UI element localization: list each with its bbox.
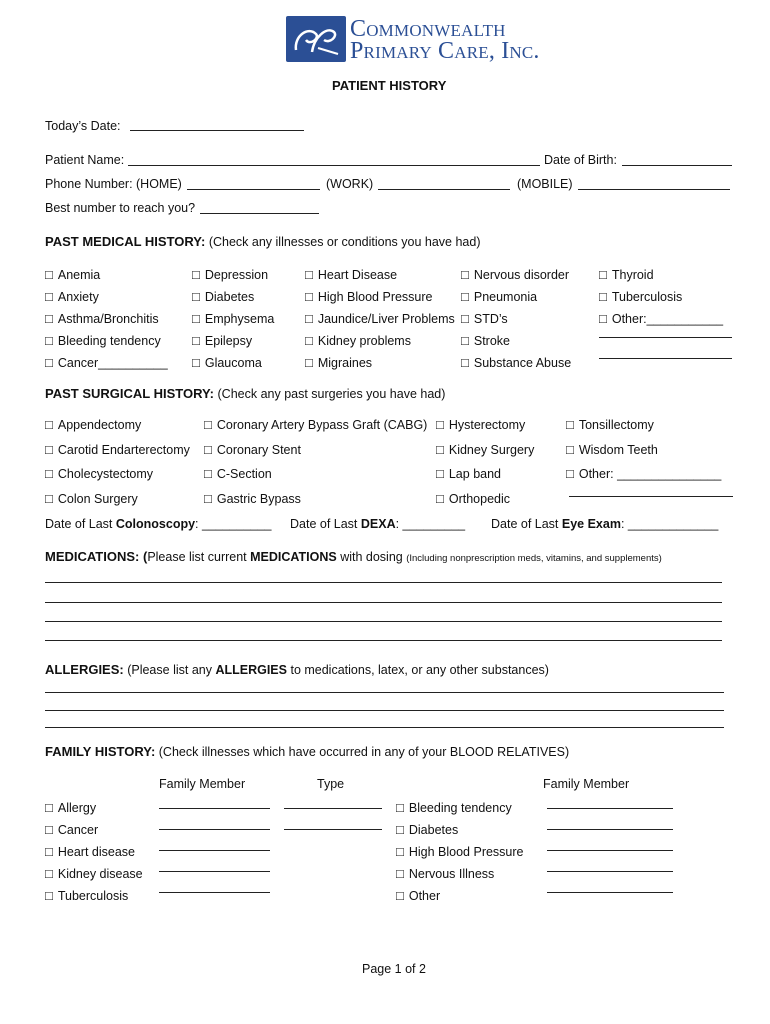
family-left-column [45, 797, 143, 907]
family-checkbox[interactable]: □ Other [396, 885, 524, 907]
medications-line[interactable] [45, 602, 722, 603]
medical-checkbox[interactable]: □ Other:___________ [599, 308, 723, 330]
other-surgery-line[interactable] [569, 496, 733, 497]
family-member-header: Family Member [159, 777, 246, 791]
surgical-checkbox[interactable]: □ Other: _______________ [566, 462, 721, 487]
medical-checkbox[interactable]: □ Cancer__________ [45, 352, 168, 374]
eye-exam-label: Eye Exam [561, 517, 621, 531]
medical-column-4 [461, 264, 571, 374]
family-checkbox[interactable]: □ High Blood Pressure [396, 841, 524, 863]
family-checkbox[interactable]: □ Allergy [45, 797, 143, 819]
medical-checkbox[interactable]: □ Tuberculosis [599, 286, 723, 308]
medications-line[interactable] [45, 640, 722, 641]
medical-checkbox[interactable]: □ Emphysema [192, 308, 274, 330]
patient-name-label: Patient Name: [45, 153, 125, 167]
last-colonoscopy [45, 517, 272, 531]
medications-heading [45, 549, 662, 564]
work-phone-field[interactable] [378, 189, 510, 190]
family-checkbox[interactable]: □ Cancer [45, 819, 143, 841]
dexa-prefix: Date of Last [290, 517, 361, 531]
medical-column-1 [45, 264, 168, 374]
surgical-column-2 [204, 413, 427, 511]
family-member-field-right[interactable] [547, 829, 673, 830]
type-field[interactable] [284, 829, 382, 830]
medical-checkbox[interactable]: □ Asthma/Bronchitis [45, 308, 168, 330]
medical-checkbox[interactable]: □ Kidney problems [305, 330, 455, 352]
surgical-checkbox[interactable]: □ Coronary Artery Bypass Graft (CABG) [204, 413, 427, 438]
past-medical-heading [45, 234, 481, 249]
medical-checkbox[interactable]: □ High Blood Pressure [305, 286, 455, 308]
medical-checkbox[interactable]: □ Glaucoma [192, 352, 274, 374]
family-history-heading [45, 744, 569, 759]
surgical-checkbox[interactable]: □ Carotid Endarterectomy [45, 438, 190, 463]
medical-checkbox[interactable]: □ Substance Abuse [461, 352, 571, 374]
company-name-line2: Primary Care, Inc. [350, 38, 540, 64]
family-member-field-right[interactable] [547, 808, 673, 809]
todays-date-field[interactable] [130, 130, 304, 131]
family-member-field[interactable] [159, 850, 270, 851]
surgical-checkbox[interactable]: □ Tonsillectomy [566, 413, 721, 438]
medical-column-2 [192, 264, 274, 374]
allergies-line[interactable] [45, 710, 724, 711]
page-title: PATIENT HISTORY [332, 78, 447, 93]
medical-checkbox[interactable]: □ Pneumonia [461, 286, 571, 308]
page-number: Page 1 of 2 [362, 962, 426, 976]
family-member-field-right[interactable] [547, 871, 673, 872]
medical-checkbox[interactable]: □ Anxiety [45, 286, 168, 308]
family-checkbox[interactable]: □ Heart disease [45, 841, 143, 863]
family-checkbox[interactable]: □ Nervous Illness [396, 863, 524, 885]
medical-checkbox[interactable]: □ Epilepsy [192, 330, 274, 352]
mobile-phone-label: (MOBILE) [517, 177, 573, 191]
medications-line[interactable] [45, 582, 722, 583]
colonoscopy-label: Colonoscopy [115, 517, 196, 531]
past-surgical-title: PAST SURGICAL HISTORY: [45, 386, 215, 401]
allergies-line[interactable] [45, 727, 724, 728]
surgical-column-1 [45, 413, 190, 511]
patient-name-field[interactable] [128, 165, 540, 166]
eye-exam-field[interactable]: : _____________ [620, 517, 719, 531]
medical-checkbox[interactable]: □ Anemia [45, 264, 168, 286]
medications-note-bold: MEDICATIONS [250, 550, 337, 564]
medical-checkbox[interactable]: □ Heart Disease [305, 264, 455, 286]
family-member-field-right[interactable] [547, 850, 673, 851]
family-member-field[interactable] [159, 871, 270, 872]
family-checkbox[interactable]: □ Bleeding tendency [396, 797, 524, 819]
other-medical-line[interactable] [599, 358, 732, 359]
last-dexa [290, 517, 465, 531]
allergies-heading [45, 662, 549, 677]
medical-checkbox[interactable]: □ Jaundice/Liver Problems [305, 308, 455, 330]
type-header: Type [317, 777, 345, 791]
family-checkbox[interactable]: □ Kidney disease [45, 863, 143, 885]
family-history-note: (Check illnesses which have occurred in any of your BLOOD RELATIVES) [158, 745, 570, 759]
allergies-note-bold: ALLERGIES [215, 663, 287, 677]
family-history-title: FAMILY HISTORY: [45, 744, 156, 759]
past-medical-title: PAST MEDICAL HISTORY: [45, 234, 206, 249]
family-member-field[interactable] [159, 808, 270, 809]
surgical-checkbox[interactable]: □ Kidney Surgery [436, 438, 534, 463]
mobile-phone-field[interactable] [578, 189, 730, 190]
medical-checkbox[interactable]: □ Thyroid [599, 264, 723, 286]
colonoscopy-prefix: Date of Last [45, 517, 116, 531]
medical-checkbox[interactable]: □ Diabetes [192, 286, 274, 308]
surgical-checkbox[interactable]: □ Orthopedic [436, 487, 534, 512]
medications-note: Please list current [147, 550, 251, 564]
surgical-checkbox[interactable]: □ Gastric Bypass [204, 487, 427, 512]
dob-field[interactable] [622, 165, 732, 166]
medical-checkbox[interactable]: □ Bleeding tendency [45, 330, 168, 352]
medical-checkbox[interactable]: □ Stroke [461, 330, 571, 352]
medical-checkbox[interactable]: □ Nervous disorder [461, 264, 571, 286]
surgical-checkbox[interactable]: □ Colon Surgery [45, 487, 190, 512]
allergies-note-post: to medications, latex, or any other substances) [287, 663, 549, 677]
todays-date-label: Today’s Date: [45, 119, 121, 133]
surgical-column-3 [436, 413, 534, 511]
medical-column-5 [599, 264, 723, 330]
type-field[interactable] [284, 808, 382, 809]
medical-checkbox[interactable]: □ Migraines [305, 352, 455, 374]
home-phone-label: Phone Number: (HOME) [45, 177, 182, 191]
surgical-column-4 [566, 413, 721, 487]
medications-line[interactable] [45, 621, 722, 622]
family-member-field-right[interactable] [547, 892, 673, 893]
medications-note-post: with dosing [336, 550, 407, 564]
family-right-column [396, 797, 524, 907]
family-checkbox[interactable]: □ Diabetes [396, 819, 524, 841]
dob-label: Date of Birth: [544, 153, 617, 167]
medical-checkbox[interactable]: □ Depression [192, 264, 274, 286]
medical-column-3 [305, 264, 455, 374]
medications-note-small: (Including nonprescription meds, vitamins, and supplements) [406, 553, 662, 564]
family-checkbox[interactable]: □ Tuberculosis [45, 885, 143, 907]
surgical-checkbox[interactable]: □ Coronary Stent [204, 438, 427, 463]
company-name-line1: Commonwealth [350, 16, 506, 42]
last-eye-exam [491, 517, 718, 531]
medications-title: MEDICATIONS: ( [45, 549, 148, 564]
past-surgical-note: (Check any past surgeries you have had) [217, 387, 446, 401]
colonoscopy-field[interactable]: : __________ [195, 517, 272, 531]
surgical-checkbox[interactable]: □ Hysterectomy [436, 413, 534, 438]
past-surgical-heading [45, 386, 445, 401]
medical-checkbox[interactable]: □ STD’s [461, 308, 571, 330]
other-medical-line[interactable] [599, 337, 732, 338]
family-member-field[interactable] [159, 829, 270, 830]
allergies-note: (Please list any [123, 663, 216, 677]
past-medical-note: (Check any illnesses or conditions you have had) [208, 235, 481, 249]
surgical-checkbox[interactable]: □ Cholecystectomy [45, 462, 190, 487]
eye-exam-prefix: Date of Last [491, 517, 562, 531]
logo-mark [286, 16, 346, 62]
dexa-label: DEXA [360, 517, 396, 531]
allergies-line[interactable] [45, 692, 724, 693]
work-phone-label: (WORK) [326, 177, 374, 191]
dexa-field[interactable]: : _________ [395, 517, 466, 531]
surgical-checkbox[interactable]: □ Wisdom Teeth [566, 438, 721, 463]
family-member-field[interactable] [159, 892, 270, 893]
home-phone-field[interactable] [187, 189, 320, 190]
allergies-title: ALLERGIES: [45, 662, 124, 677]
surgical-checkbox[interactable]: □ Lap band [436, 462, 534, 487]
best-number-label: Best number to reach you? [45, 201, 196, 215]
surgical-checkbox[interactable]: □ Appendectomy [45, 413, 190, 438]
surgical-checkbox[interactable]: □ C-Section [204, 462, 427, 487]
family-member-header-right: Family Member [543, 777, 630, 791]
best-number-field[interactable] [200, 213, 319, 214]
